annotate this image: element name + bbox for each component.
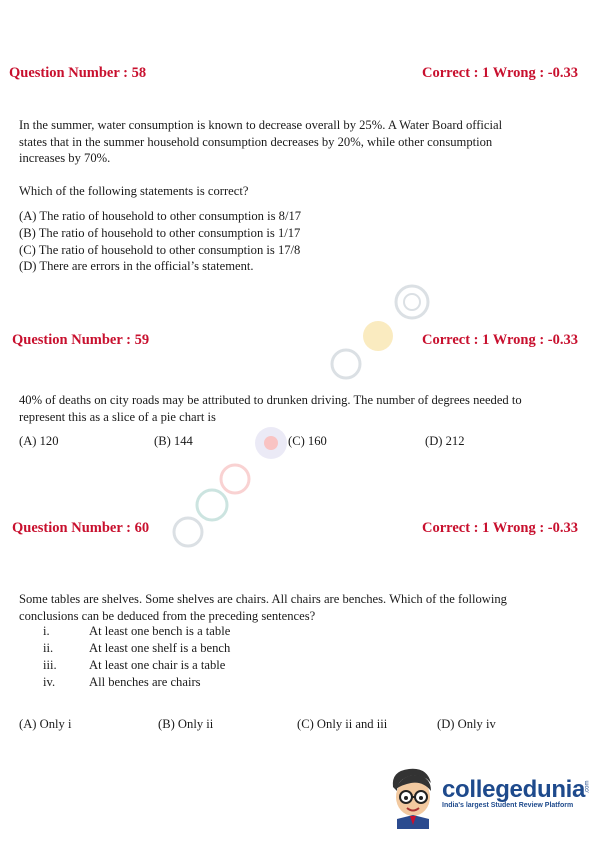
statement-text: At least one shelf is a bench bbox=[89, 641, 231, 655]
question-60-body bbox=[19, 591, 581, 624]
option-d: (D) 212 bbox=[425, 434, 465, 448]
statement-roman: iv. bbox=[43, 675, 56, 689]
question-58-header bbox=[0, 65, 595, 85]
question-text-line: In the summer, water consumption is known to decrease overall by 25%. A Water Board official bbox=[19, 118, 503, 132]
statement-roman: iii. bbox=[43, 658, 57, 672]
brand-logo bbox=[442, 776, 591, 809]
question-text-line: Some tables are shelves. Some shelves are chairs. All chairs are benches. Which of the following bbox=[19, 592, 507, 606]
question-number: Question Number : 58 bbox=[9, 65, 147, 81]
marking-scheme: Correct : 1 Wrong : -0.33 bbox=[422, 332, 578, 348]
question-text-line: states that in the summer household consumption decreases by 20%, while other consumption bbox=[19, 134, 493, 149]
option-b: (B) Only ii bbox=[158, 717, 214, 731]
question-59-body bbox=[19, 392, 581, 425]
question-text-line: 40% of deaths on city roads may be attributed to drunken driving. The number of degrees needed to bbox=[19, 393, 522, 407]
question-60-header bbox=[0, 520, 595, 540]
marking-scheme: Correct : 1 Wrong : -0.33 bbox=[422, 65, 578, 81]
option-d: (D) Only iv bbox=[437, 717, 496, 731]
question-58-options bbox=[19, 208, 581, 275]
statement-roman: i. bbox=[43, 624, 50, 638]
brand-name: collegedunia bbox=[442, 776, 586, 803]
option-b: (B) The ratio of household to other consumption is 1/17 bbox=[19, 225, 301, 240]
option-c: (C) 160 bbox=[288, 434, 327, 448]
statement-text: At least one bench is a table bbox=[89, 624, 231, 638]
option-a: (A) 120 bbox=[19, 434, 59, 448]
brand-tagline: India's largest Student Review Platform bbox=[442, 802, 574, 809]
option-a: (A) Only i bbox=[19, 717, 72, 731]
question-59-header bbox=[0, 332, 595, 352]
statement-text: At least one chair is a table bbox=[89, 658, 226, 672]
question-number: Question Number : 60 bbox=[12, 520, 150, 536]
question-text-line: conclusions can be deduced from the preceding sentences? bbox=[19, 608, 316, 623]
question-text-line: increases by 70%. bbox=[19, 151, 111, 166]
statement-roman: ii. bbox=[43, 641, 54, 655]
statement-text: All benches are chairs bbox=[89, 675, 201, 689]
brand-domain: .com bbox=[584, 780, 591, 794]
option-c: (C) The ratio of household to other consumption is 17/8 bbox=[19, 242, 301, 257]
marking-scheme: Correct : 1 Wrong : -0.33 bbox=[422, 520, 578, 536]
option-c: (C) Only ii and iii bbox=[297, 717, 388, 731]
question-58-prompt: Which of the following statements is correct? bbox=[19, 184, 249, 198]
mascot-logo-icon bbox=[387, 765, 439, 829]
option-a: (A) The ratio of household to other consumption is 8/17 bbox=[19, 209, 302, 223]
question-text-line: represent this as a slice of a pie chart is bbox=[19, 409, 216, 424]
question-number: Question Number : 59 bbox=[12, 332, 150, 348]
option-b: (B) 144 bbox=[154, 434, 193, 448]
question-58-body bbox=[19, 117, 581, 167]
option-d: (D) There are errors in the official’s statement. bbox=[19, 259, 254, 274]
